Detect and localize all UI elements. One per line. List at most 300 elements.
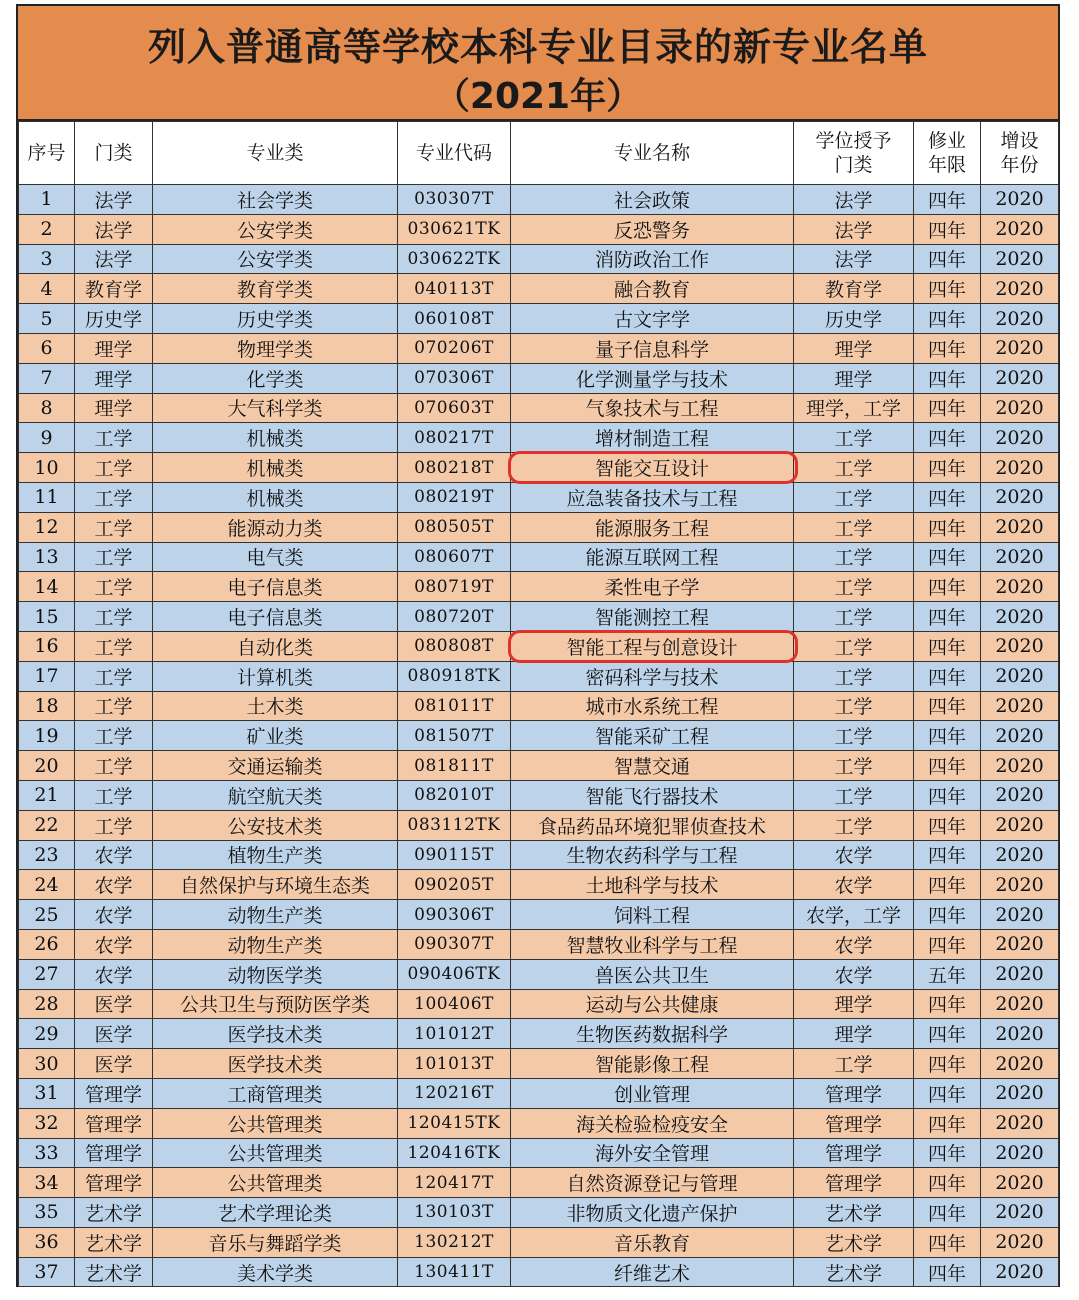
cell-subject-class: 物理学类 — [153, 333, 398, 363]
cell-subject-class: 自然保护与环境生态类 — [153, 870, 398, 900]
cell-added-year: 2020 — [981, 542, 1059, 572]
header-index: 序号 — [19, 122, 75, 185]
cell-major-name: 自然资源登记与管理 — [511, 1168, 794, 1198]
cell-index: 19 — [19, 721, 75, 751]
cell-major-code: 101012T — [398, 1019, 511, 1049]
cell-major-code: 130212T — [398, 1227, 511, 1257]
cell-subject-class: 艺术学理论类 — [153, 1198, 398, 1228]
cell-category: 医学 — [75, 989, 153, 1019]
table-row — [19, 1078, 1059, 1108]
cell-degree-category: 法学 — [794, 185, 914, 215]
cell-category: 管理学 — [75, 1078, 153, 1108]
cell-study-years: 四年 — [914, 512, 981, 542]
cell-major-code: 090406TK — [398, 959, 511, 989]
cell-index: 22 — [19, 810, 75, 840]
cell-study-years: 四年 — [914, 989, 981, 1019]
cell-index: 32 — [19, 1108, 75, 1138]
table-row — [19, 214, 1059, 244]
cell-subject-class: 音乐与舞蹈学类 — [153, 1227, 398, 1257]
cell-category: 工学 — [75, 631, 153, 661]
table-row — [19, 512, 1059, 542]
cell-added-year: 2020 — [981, 214, 1059, 244]
cell-degree-category: 工学 — [794, 721, 914, 751]
cell-subject-class: 医学技术类 — [153, 1019, 398, 1049]
cell-major-code: 090306T — [398, 900, 511, 930]
cell-added-year: 2020 — [981, 1168, 1059, 1198]
cell-major-code: 070603T — [398, 393, 511, 423]
cell-category: 法学 — [75, 185, 153, 215]
table-row — [19, 185, 1059, 215]
cell-major-name: 反恐警务 — [511, 214, 794, 244]
cell-category: 医学 — [75, 1049, 153, 1079]
cell-major-name: 社会政策 — [511, 185, 794, 215]
cell-study-years: 四年 — [914, 333, 981, 363]
cell-study-years: 四年 — [914, 185, 981, 215]
cell-index: 31 — [19, 1078, 75, 1108]
cell-subject-class: 能源动力类 — [153, 512, 398, 542]
highlight-oval — [508, 630, 798, 663]
cell-category: 工学 — [75, 453, 153, 483]
document-frame — [16, 4, 1060, 1287]
cell-major-name: 量子信息科学 — [511, 333, 794, 363]
table-row — [19, 661, 1059, 691]
header-study-years: 修业 年限 — [914, 122, 981, 185]
cell-subject-class: 动物生产类 — [153, 929, 398, 959]
cell-major-code: 120416TK — [398, 1138, 511, 1168]
cell-major-code: 030621TK — [398, 214, 511, 244]
cell-degree-category: 农学 — [794, 959, 914, 989]
cell-major-code: 080720T — [398, 602, 511, 632]
cell-degree-category: 教育学 — [794, 274, 914, 304]
table-body — [19, 185, 1059, 1287]
table-row — [19, 1168, 1059, 1198]
cell-index: 9 — [19, 423, 75, 453]
cell-added-year: 2020 — [981, 393, 1059, 423]
cell-category: 工学 — [75, 572, 153, 602]
cell-major-name: 柔性电子学 — [511, 572, 794, 602]
cell-category: 艺术学 — [75, 1227, 153, 1257]
cell-major-code: 070306T — [398, 363, 511, 393]
cell-added-year: 2020 — [981, 572, 1059, 602]
cell-category: 农学 — [75, 870, 153, 900]
cell-major-code: 080218T — [398, 453, 511, 483]
table-row — [19, 989, 1059, 1019]
table-row — [19, 274, 1059, 304]
cell-major-name: 化学测量学与技术 — [511, 363, 794, 393]
cell-major-name: 古文字学 — [511, 304, 794, 334]
cell-major-name: 兽医公共卫生 — [511, 959, 794, 989]
cell-subject-class: 电气类 — [153, 542, 398, 572]
cell-subject-class: 自动化类 — [153, 631, 398, 661]
cell-major-name: 智能采矿工程 — [511, 721, 794, 751]
cell-study-years: 四年 — [914, 423, 981, 453]
cell-major-name: 应急装备技术与工程 — [511, 482, 794, 512]
cell-subject-class: 化学类 — [153, 363, 398, 393]
cell-degree-category: 工学 — [794, 453, 914, 483]
cell-added-year: 2020 — [981, 1078, 1059, 1108]
cell-index: 34 — [19, 1168, 75, 1198]
cell-major-code: 101013T — [398, 1049, 511, 1079]
cell-added-year: 2020 — [981, 1257, 1059, 1287]
cell-major-code: 040113T — [398, 274, 511, 304]
cell-major-code: 100406T — [398, 989, 511, 1019]
cell-degree-category: 工学 — [794, 482, 914, 512]
cell-major-code: 120216T — [398, 1078, 511, 1108]
table-row — [19, 602, 1059, 632]
cell-category: 理学 — [75, 363, 153, 393]
cell-subject-class: 公共管理类 — [153, 1138, 398, 1168]
cell-degree-category: 管理学 — [794, 1168, 914, 1198]
cell-major-code: 083112TK — [398, 810, 511, 840]
cell-subject-class: 动物生产类 — [153, 900, 398, 930]
cell-category: 管理学 — [75, 1138, 153, 1168]
cell-major-code: 030307T — [398, 185, 511, 215]
cell-study-years: 四年 — [914, 1138, 981, 1168]
cell-added-year: 2020 — [981, 721, 1059, 751]
cell-degree-category: 工学 — [794, 661, 914, 691]
cell-category: 工学 — [75, 661, 153, 691]
cell-added-year: 2020 — [981, 423, 1059, 453]
cell-major-code: 090115T — [398, 840, 511, 870]
table-row — [19, 1257, 1059, 1287]
cell-index: 23 — [19, 840, 75, 870]
document-year: （2021年） — [433, 76, 643, 117]
highlight-oval — [508, 451, 798, 484]
cell-category: 法学 — [75, 214, 153, 244]
cell-category: 工学 — [75, 751, 153, 781]
cell-index: 4 — [19, 274, 75, 304]
cell-major-code: 060108T — [398, 304, 511, 334]
cell-index: 11 — [19, 482, 75, 512]
cell-index: 1 — [19, 185, 75, 215]
cell-subject-class: 电子信息类 — [153, 572, 398, 602]
cell-added-year: 2020 — [981, 1049, 1059, 1079]
cell-degree-category: 艺术学 — [794, 1227, 914, 1257]
cell-added-year: 2020 — [981, 1198, 1059, 1228]
cell-study-years: 四年 — [914, 482, 981, 512]
cell-major-code: 080219T — [398, 482, 511, 512]
cell-subject-class: 公安学类 — [153, 244, 398, 274]
cell-degree-category: 法学 — [794, 214, 914, 244]
cell-major-name: 智慧交通 — [511, 751, 794, 781]
cell-study-years: 四年 — [914, 274, 981, 304]
cell-degree-category: 农学 — [794, 870, 914, 900]
cell-category: 工学 — [75, 482, 153, 512]
cell-index: 28 — [19, 989, 75, 1019]
cell-category: 医学 — [75, 1019, 153, 1049]
cell-degree-category: 管理学 — [794, 1108, 914, 1138]
cell-major-name: 音乐教育 — [511, 1227, 794, 1257]
cell-degree-category: 农学 — [794, 929, 914, 959]
cell-category: 艺术学 — [75, 1198, 153, 1228]
cell-study-years: 四年 — [914, 929, 981, 959]
cell-subject-class: 美术学类 — [153, 1257, 398, 1287]
cell-subject-class: 公安学类 — [153, 214, 398, 244]
cell-index: 6 — [19, 333, 75, 363]
cell-added-year: 2020 — [981, 810, 1059, 840]
cell-major-code: 080808T — [398, 631, 511, 661]
cell-subject-class: 教育学类 — [153, 274, 398, 304]
cell-index: 29 — [19, 1019, 75, 1049]
cell-study-years: 四年 — [914, 1049, 981, 1079]
cell-major-code: 081507T — [398, 721, 511, 751]
cell-added-year: 2020 — [981, 482, 1059, 512]
cell-index: 27 — [19, 959, 75, 989]
cell-category: 教育学 — [75, 274, 153, 304]
cell-added-year: 2020 — [981, 304, 1059, 334]
cell-major-name: 生物医药数据科学 — [511, 1019, 794, 1049]
cell-degree-category: 理学，工学 — [794, 393, 914, 423]
cell-study-years: 五年 — [914, 959, 981, 989]
table-row — [19, 482, 1059, 512]
table-row — [19, 363, 1059, 393]
cell-added-year: 2020 — [981, 929, 1059, 959]
cell-degree-category: 农学 — [794, 840, 914, 870]
cell-added-year: 2020 — [981, 1019, 1059, 1049]
cell-index: 37 — [19, 1257, 75, 1287]
cell-major-name: 气象技术与工程 — [511, 393, 794, 423]
table-row — [19, 393, 1059, 423]
cell-major-code: 090205T — [398, 870, 511, 900]
cell-major-code: 081011T — [398, 691, 511, 721]
cell-added-year: 2020 — [981, 780, 1059, 810]
cell-degree-category: 艺术学 — [794, 1257, 914, 1287]
cell-study-years: 四年 — [914, 661, 981, 691]
cell-degree-category: 农学，工学 — [794, 900, 914, 930]
cell-major-code: 120417T — [398, 1168, 511, 1198]
cell-major-name: 智能交互设计 — [511, 453, 794, 483]
cell-major-name: 消防政治工作 — [511, 244, 794, 274]
cell-added-year: 2020 — [981, 989, 1059, 1019]
cell-category: 管理学 — [75, 1168, 153, 1198]
cell-study-years: 四年 — [914, 1168, 981, 1198]
cell-major-code: 080217T — [398, 423, 511, 453]
cell-index: 3 — [19, 244, 75, 274]
cell-category: 工学 — [75, 691, 153, 721]
header-major-name: 专业名称 — [511, 122, 794, 185]
table-row — [19, 870, 1059, 900]
table-row — [19, 631, 1059, 661]
table-row — [19, 721, 1059, 751]
cell-major-name: 城市水系统工程 — [511, 691, 794, 721]
cell-major-name: 创业管理 — [511, 1078, 794, 1108]
cell-degree-category: 工学 — [794, 631, 914, 661]
cell-category: 工学 — [75, 542, 153, 572]
cell-subject-class: 电子信息类 — [153, 602, 398, 632]
table-row — [19, 1198, 1059, 1228]
table-row — [19, 840, 1059, 870]
cell-added-year: 2020 — [981, 751, 1059, 781]
header-subject-class: 专业类 — [153, 122, 398, 185]
cell-major-name: 智能影像工程 — [511, 1049, 794, 1079]
cell-degree-category: 工学 — [794, 1049, 914, 1079]
table-row — [19, 244, 1059, 274]
cell-major-code: 030622TK — [398, 244, 511, 274]
cell-subject-class: 公安技术类 — [153, 810, 398, 840]
cell-degree-category: 理学 — [794, 989, 914, 1019]
cell-study-years: 四年 — [914, 631, 981, 661]
cell-added-year: 2020 — [981, 363, 1059, 393]
cell-major-code: 080607T — [398, 542, 511, 572]
cell-added-year: 2020 — [981, 661, 1059, 691]
document-title: 列入普通高等学校本科专业目录的新专业名单 — [147, 25, 928, 69]
cell-subject-class: 植物生产类 — [153, 840, 398, 870]
cell-added-year: 2020 — [981, 1227, 1059, 1257]
table-row — [19, 1019, 1059, 1049]
header-degree-category: 学位授予 门类 — [794, 122, 914, 185]
cell-category: 工学 — [75, 780, 153, 810]
cell-added-year: 2020 — [981, 691, 1059, 721]
cell-category: 工学 — [75, 810, 153, 840]
cell-study-years: 四年 — [914, 721, 981, 751]
cell-major-name: 密码科学与技术 — [511, 661, 794, 691]
cell-subject-class: 土木类 — [153, 691, 398, 721]
cell-index: 26 — [19, 929, 75, 959]
cell-study-years: 四年 — [914, 810, 981, 840]
cell-category: 理学 — [75, 393, 153, 423]
table-row — [19, 1049, 1059, 1079]
cell-index: 25 — [19, 900, 75, 930]
header-major-code: 专业代码 — [398, 122, 511, 185]
cell-study-years: 四年 — [914, 691, 981, 721]
cell-study-years: 四年 — [914, 900, 981, 930]
table-row — [19, 691, 1059, 721]
cell-degree-category: 工学 — [794, 691, 914, 721]
cell-index: 21 — [19, 780, 75, 810]
cell-subject-class: 机械类 — [153, 453, 398, 483]
cell-major-name: 智能飞行器技术 — [511, 780, 794, 810]
cell-index: 33 — [19, 1138, 75, 1168]
table-row — [19, 900, 1059, 930]
cell-study-years: 四年 — [914, 393, 981, 423]
cell-subject-class: 医学技术类 — [153, 1049, 398, 1079]
header-added-year: 增设 年份 — [981, 122, 1059, 185]
cell-study-years: 四年 — [914, 602, 981, 632]
cell-study-years: 四年 — [914, 1198, 981, 1228]
cell-index: 30 — [19, 1049, 75, 1079]
cell-added-year: 2020 — [981, 185, 1059, 215]
cell-study-years: 四年 — [914, 244, 981, 274]
cell-study-years: 四年 — [914, 453, 981, 483]
cell-index: 17 — [19, 661, 75, 691]
cell-index: 36 — [19, 1227, 75, 1257]
cell-index: 24 — [19, 870, 75, 900]
cell-index: 14 — [19, 572, 75, 602]
cell-major-code: 080719T — [398, 572, 511, 602]
cell-index: 35 — [19, 1198, 75, 1228]
cell-study-years: 四年 — [914, 870, 981, 900]
cell-index: 15 — [19, 602, 75, 632]
cell-study-years: 四年 — [914, 840, 981, 870]
header-row — [19, 122, 1059, 185]
cell-added-year: 2020 — [981, 840, 1059, 870]
cell-degree-category: 管理学 — [794, 1078, 914, 1108]
table-row — [19, 572, 1059, 602]
cell-degree-category: 工学 — [794, 780, 914, 810]
cell-degree-category: 工学 — [794, 572, 914, 602]
cell-major-name: 智能测控工程 — [511, 602, 794, 632]
table-row — [19, 333, 1059, 363]
cell-index: 12 — [19, 512, 75, 542]
cell-subject-class: 社会学类 — [153, 185, 398, 215]
cell-subject-class: 动物医学类 — [153, 959, 398, 989]
table-row — [19, 542, 1059, 572]
cell-study-years: 四年 — [914, 1257, 981, 1287]
table-row — [19, 751, 1059, 781]
cell-category: 法学 — [75, 244, 153, 274]
cell-added-year: 2020 — [981, 453, 1059, 483]
cell-index: 5 — [19, 304, 75, 334]
cell-degree-category: 理学 — [794, 333, 914, 363]
header-category: 门类 — [75, 122, 153, 185]
cell-major-code: 090307T — [398, 929, 511, 959]
cell-degree-category: 工学 — [794, 542, 914, 572]
cell-category: 农学 — [75, 900, 153, 930]
cell-study-years: 四年 — [914, 751, 981, 781]
cell-major-name: 海关检验检疫安全 — [511, 1108, 794, 1138]
cell-degree-category: 历史学 — [794, 304, 914, 334]
cell-added-year: 2020 — [981, 512, 1059, 542]
cell-index: 13 — [19, 542, 75, 572]
cell-added-year: 2020 — [981, 959, 1059, 989]
cell-category: 历史学 — [75, 304, 153, 334]
cell-index: 10 — [19, 453, 75, 483]
cell-major-code: 080505T — [398, 512, 511, 542]
cell-index: 16 — [19, 631, 75, 661]
cell-subject-class: 大气科学类 — [153, 393, 398, 423]
cell-degree-category: 工学 — [794, 810, 914, 840]
table-row — [19, 959, 1059, 989]
cell-study-years: 四年 — [914, 542, 981, 572]
cell-major-name: 非物质文化遗产保护 — [511, 1198, 794, 1228]
cell-subject-class: 计算机类 — [153, 661, 398, 691]
title-band — [18, 6, 1058, 121]
cell-study-years: 四年 — [914, 1108, 981, 1138]
cell-category: 农学 — [75, 929, 153, 959]
cell-major-name: 增材制造工程 — [511, 423, 794, 453]
cell-added-year: 2020 — [981, 870, 1059, 900]
cell-added-year: 2020 — [981, 1108, 1059, 1138]
cell-major-name: 运动与公共健康 — [511, 989, 794, 1019]
cell-major-name: 融合教育 — [511, 274, 794, 304]
cell-category: 工学 — [75, 602, 153, 632]
cell-study-years: 四年 — [914, 1078, 981, 1108]
cell-category: 农学 — [75, 959, 153, 989]
table-row — [19, 810, 1059, 840]
table-row — [19, 304, 1059, 334]
cell-major-name: 土地科学与技术 — [511, 870, 794, 900]
table-row — [19, 929, 1059, 959]
cell-degree-category: 理学 — [794, 1019, 914, 1049]
cell-major-code: 130411T — [398, 1257, 511, 1287]
cell-degree-category: 法学 — [794, 244, 914, 274]
cell-subject-class: 矿业类 — [153, 721, 398, 751]
cell-major-name: 食品药品环境犯罪侦查技术 — [511, 810, 794, 840]
cell-study-years: 四年 — [914, 214, 981, 244]
cell-degree-category: 艺术学 — [794, 1198, 914, 1228]
cell-subject-class: 公共卫生与预防医学类 — [153, 989, 398, 1019]
cell-major-code: 080918TK — [398, 661, 511, 691]
cell-subject-class: 公共管理类 — [153, 1108, 398, 1138]
cell-degree-category: 工学 — [794, 751, 914, 781]
cell-subject-class: 机械类 — [153, 423, 398, 453]
cell-subject-class: 历史学类 — [153, 304, 398, 334]
cell-major-name: 能源服务工程 — [511, 512, 794, 542]
cell-added-year: 2020 — [981, 631, 1059, 661]
cell-study-years: 四年 — [914, 572, 981, 602]
cell-major-name: 智能工程与创意设计 — [511, 631, 794, 661]
cell-study-years: 四年 — [914, 780, 981, 810]
